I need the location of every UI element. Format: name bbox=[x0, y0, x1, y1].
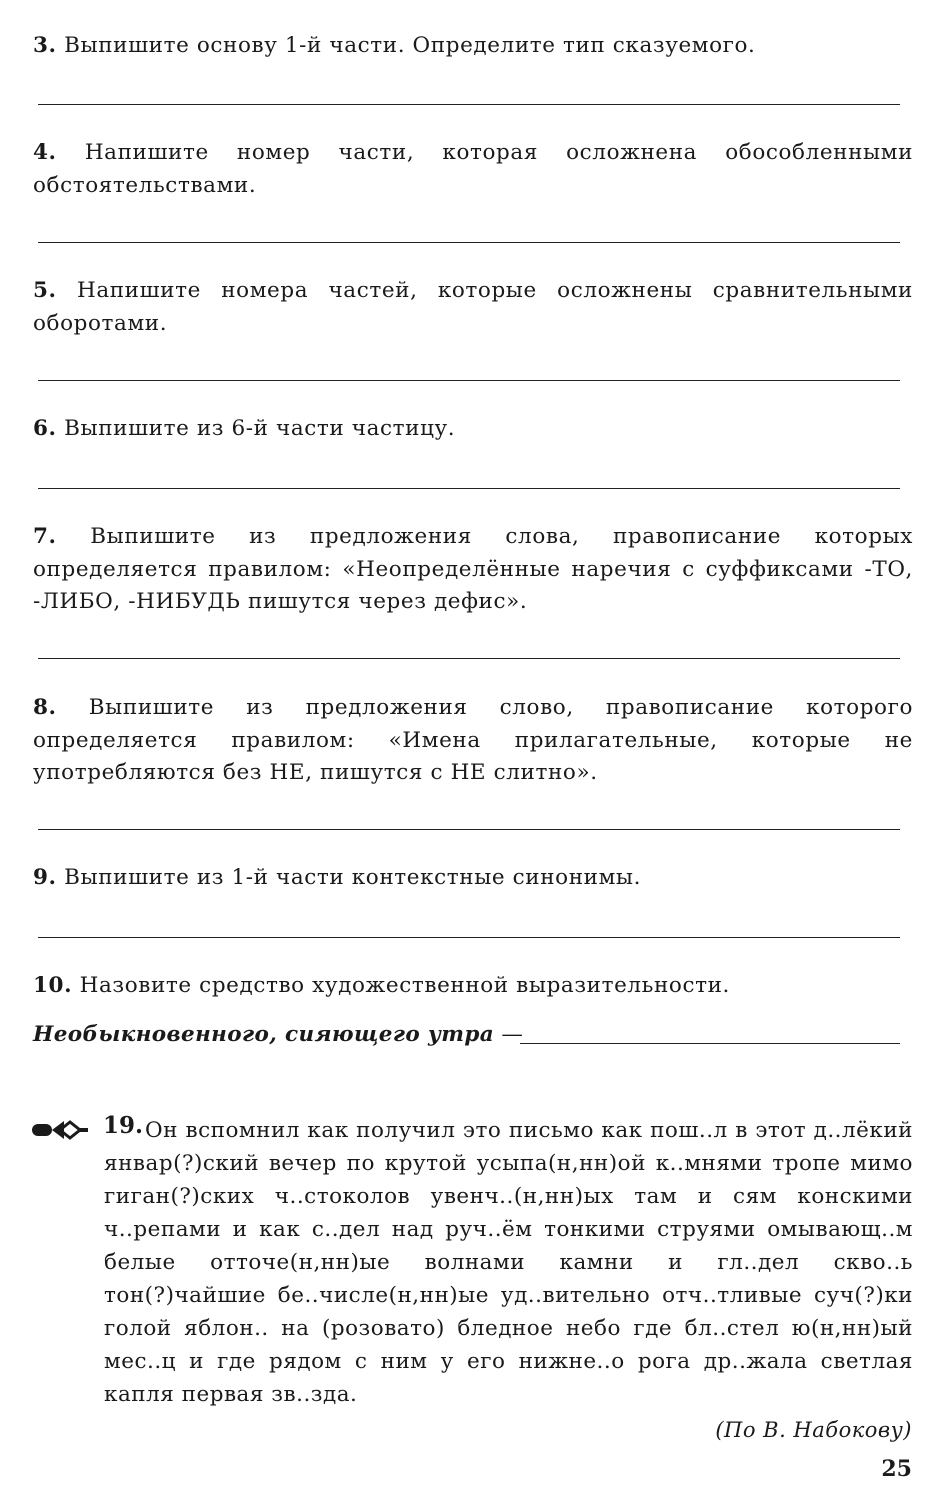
question-text: Напишите номер части, которая осложнена обособленными обстоятельствами. bbox=[33, 140, 914, 198]
question-text: Выпишите из 1-й части контекстные синонимы. bbox=[64, 865, 642, 890]
question-number: 4. bbox=[33, 140, 57, 165]
exercise-marker-icon bbox=[30, 1118, 90, 1142]
question-number: 10. bbox=[33, 973, 73, 998]
example-phrase: Необыкновенного, сияющего утра bbox=[33, 1022, 495, 1047]
exercise-source: (По В. Набокову) bbox=[715, 1418, 912, 1442]
answer-line-4[interactable] bbox=[38, 242, 900, 243]
question-7 bbox=[33, 521, 913, 619]
exercise-text: Он вспомнил как получил это письмо как пош..л в этот д..лёкий январ(?)ский вечер по крутой усыпа(н,нн)ой к..мнями тропе мимо гиган(?)ских ч..стоколов увенч..(н,нн)ых там и сям конскими ч..репами и как с..дел над руч..ём тонкими струями омывающ..м белые отточе(н,нн)ые волнами камни и гл..дел скво..ь тон(?)чайшие бе..числе(н,нн)ые уд..вительно отч..тливые суч(?)ки голой яблон.. на (розовато) бледное небо где бл..стел ю(н,нн)ый мес..ц и где рядом с ним у его нижне..о рога др..жала светлая капля первая зв..зда. bbox=[104, 1118, 913, 1407]
question-number: 3. bbox=[33, 33, 57, 58]
question-number: 8. bbox=[33, 695, 57, 720]
question-10-example bbox=[33, 1020, 523, 1050]
question-3 bbox=[33, 30, 913, 63]
question-text: Назовите средство художественной выразительности. bbox=[79, 973, 730, 998]
question-text: Напишите номера частей, которые осложнены сравнительными оборотами. bbox=[33, 278, 913, 336]
answer-line-5[interactable] bbox=[38, 380, 900, 381]
page-number: 25 bbox=[881, 1456, 912, 1482]
exercise-number: 19. bbox=[103, 1112, 144, 1139]
question-10 bbox=[33, 970, 913, 1003]
question-9 bbox=[33, 862, 913, 895]
question-5 bbox=[33, 275, 913, 340]
answer-line-9[interactable] bbox=[38, 937, 900, 938]
answer-line-8[interactable] bbox=[38, 829, 900, 830]
question-text: Выпишите из 6-й части частицу. bbox=[64, 416, 456, 441]
question-number: 9. bbox=[33, 865, 57, 890]
question-number: 7. bbox=[33, 524, 57, 549]
dash: — bbox=[501, 1022, 524, 1047]
answer-line-7[interactable] bbox=[38, 658, 900, 659]
question-number: 5. bbox=[33, 278, 57, 303]
answer-line-10[interactable] bbox=[520, 1043, 900, 1044]
answer-line-3[interactable] bbox=[38, 104, 900, 105]
question-text: Выпишите из предложения слово, правописание которого определяется правилом: «Имена прилагательные, которые не употребляются без НЕ, пишутся с НЕ слитно». bbox=[33, 695, 914, 785]
question-8 bbox=[33, 692, 913, 790]
question-text: Выпишите из предложения слова, правописание которых определяется правилом: «Неопределённые наречия с суффиксами -ТО, -ЛИБО, -НИБУДЬ пишутся через дефис». bbox=[33, 524, 914, 614]
question-6 bbox=[33, 413, 913, 446]
answer-line-6[interactable] bbox=[38, 488, 900, 489]
question-text: Выпишите основу 1-й части. Определите тип сказуемого. bbox=[64, 33, 756, 58]
question-4 bbox=[33, 137, 913, 202]
question-number: 6. bbox=[33, 416, 57, 441]
